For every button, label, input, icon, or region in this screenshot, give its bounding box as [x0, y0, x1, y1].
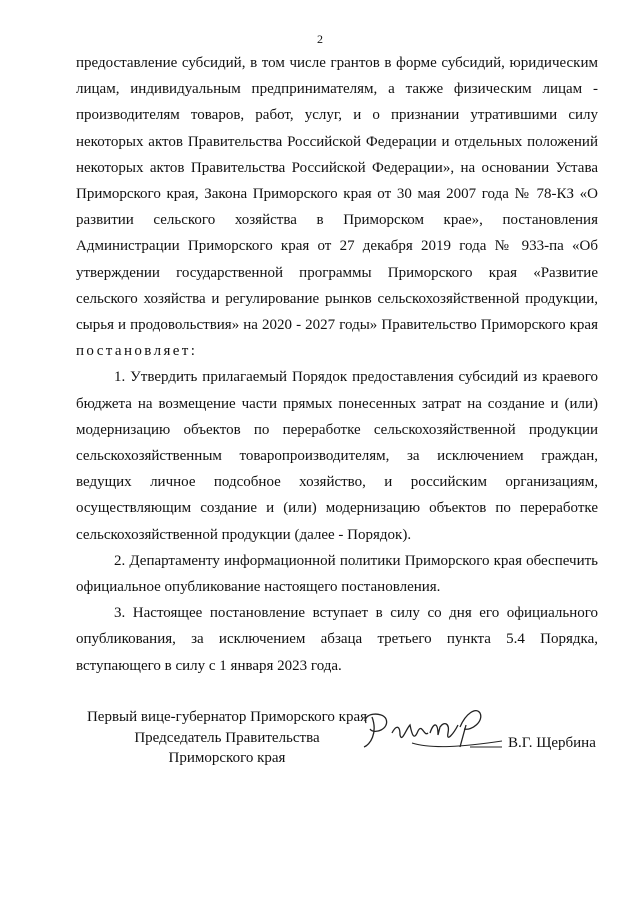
position-line-3: Приморского края [168, 750, 286, 766]
intro-paragraph [76, 50, 598, 364]
signature-block [0, 707, 640, 777]
item-2: 2. Департаменту информационной политики Приморского края обеспечить официальное опубликование настоящего постановления. [76, 552, 598, 596]
item-3: 3. Настоящее постановление вступает в силу со дня его официального опубликования, за исключением абзаца третьего пункта 5.4 Порядка, вступающего в силу с 1 января 2023 года. [76, 605, 598, 674]
signatory-position [82, 707, 372, 769]
signatory-name: В.Г. Щербина [508, 735, 596, 751]
position-line-1: Первый вице-губернатор Приморского края [86, 709, 368, 725]
handwritten-signature [352, 703, 502, 759]
document-body [76, 50, 598, 679]
resolution-verb: постановляет: [76, 343, 198, 360]
page-number: 2 [317, 32, 323, 46]
position-line-2: Председатель Правительства [134, 729, 320, 746]
intro-text: предоставление субсидий, в том числе грантов в форме субсидий, юридическим лицам, индивидуальным предпринимателям, а также физическим лицам - производителям товаров, работ, услуг, и о признании утратившими силу некоторых актов Правительства Российской Федерации и отдельных положений некоторых актов Правительства Российской Федерации», на основании Устава Приморского края, Закона Приморского края от 30 мая 2007 года № 78-КЗ «О развитии сельского хозяйства в Приморском крае», постановления Администрации Приморского края от 27 декабря 2019 года № 933-па «Об утверждении государственной программы Приморского края «Развитие сельского хозяйства и регулирование рынков сельскохозяйственной продукции, сырья и продовольствия» на 2020 - 2027 годы» Правительство Приморского края [76, 55, 598, 334]
item-1: 1. Утвердить прилагаемый Порядок предоставления субсидий из краевого бюджета на возмещение части прямых понесенных затрат на создание и (или) модернизацию объектов по переработке сельскохозяйственной продукции сельскохозяйственным товаропроизводителям, за исключением граждан, ведущих личное подсобное хозяйство, и российским организациям, осуществляющим создание и (или) модернизацию объектов по переработке сельскохозяйственной продукции (далее - Порядок). [76, 369, 598, 543]
